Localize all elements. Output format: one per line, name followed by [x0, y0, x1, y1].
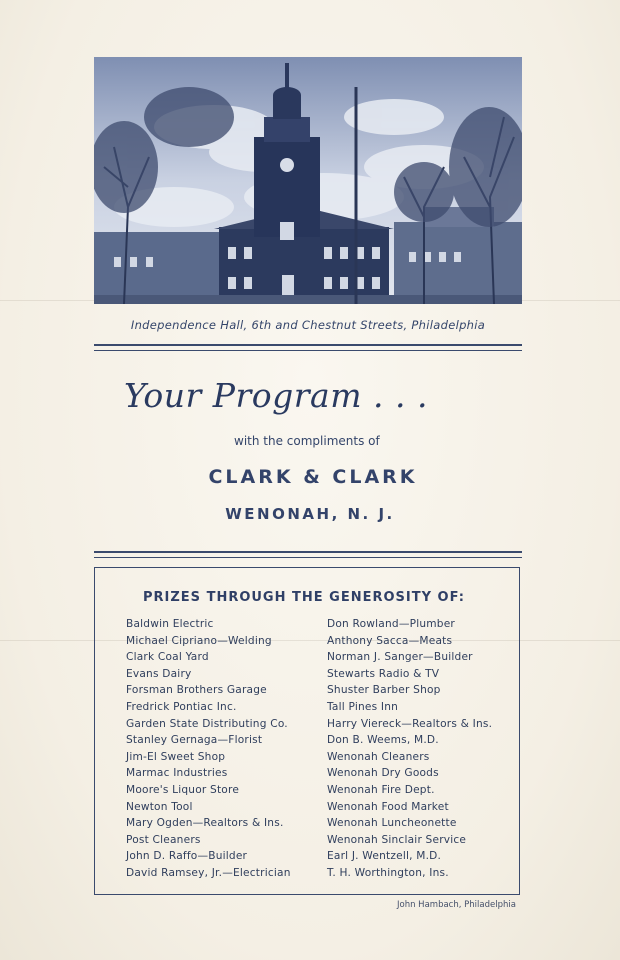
printer-credit: John Hambach, Philadelphia [397, 900, 516, 910]
prizes-list-left [126, 616, 291, 882]
prizes-list-right [327, 616, 492, 882]
list-item: Wenonah Fire Dept. [327, 783, 435, 796]
list-item: Wenonah Dry Goods [327, 767, 439, 780]
list-item: Garden State Distributing Co. [126, 717, 288, 730]
list-item: Evans Dairy [126, 667, 192, 680]
list-item: Marmac Industries [126, 767, 228, 780]
list-item: Fredrick Pontiac Inc. [126, 700, 237, 713]
list-item: Wenonah Sinclair Service [327, 833, 467, 846]
list-item: Newton Tool [126, 800, 193, 813]
town-name: WENONAH, N. J. [225, 505, 395, 523]
list-item: Wenonah Luncheonette [327, 817, 457, 830]
program-title: Your Program . . . [124, 376, 428, 415]
divider-top [94, 344, 522, 351]
list-item: Baldwin Electric [126, 618, 214, 630]
list-item: Forsman Brothers Garage [126, 684, 267, 697]
independence-hall-illustration [94, 57, 522, 304]
list-item: Harry Viereck—Realtors & Ins. [327, 717, 493, 730]
company-name [0, 466, 620, 488]
list-item: Jim-El Sweet Shop [126, 750, 226, 763]
list-item: Mary Ogden—Realtors & Ins. [126, 817, 284, 830]
list-item: John D. Raffo—Builder [126, 850, 248, 863]
list-item: Michael Cipriano—Welding [126, 634, 272, 647]
list-item: Stewarts Radio & TV [327, 667, 440, 680]
compliments-line: with the compliments of [234, 434, 380, 448]
list-item: Anthony Sacca—Meats [327, 634, 453, 647]
list-item: Moore's Liquor Store [126, 783, 240, 796]
list-item: David Ramsey, Jr.—Electrician [126, 866, 291, 879]
company-name-text: CLARK & CLARK [208, 466, 418, 488]
list-item: Tall Pines Inn [327, 700, 399, 713]
list-item: Post Cleaners [126, 833, 201, 846]
divider-bottom [94, 551, 522, 558]
list-item: Shuster Barber Shop [327, 684, 441, 697]
prizes-heading: PRIZES THROUGH THE GENEROSITY OF: [143, 590, 465, 605]
list-item: Wenonah Food Market [327, 800, 449, 813]
list-item: T. H. Worthington, Ins. [327, 866, 449, 879]
list-item: Stanley Gernaga—Florist [126, 734, 263, 747]
list-item: Earl J. Wentzell, M.D. [327, 850, 442, 863]
list-item: Clark Coal Yard [126, 651, 209, 664]
list-item: Don B. Weems, M.D. [327, 734, 439, 747]
illustration-caption: Independence Hall, 6th and Chestnut Streets, Philadelphia [130, 318, 486, 332]
list-item: Wenonah Cleaners [327, 750, 430, 763]
list-item: Don Rowland—Plumber [327, 618, 455, 630]
list-item: Norman J. Sanger—Builder [327, 651, 473, 664]
